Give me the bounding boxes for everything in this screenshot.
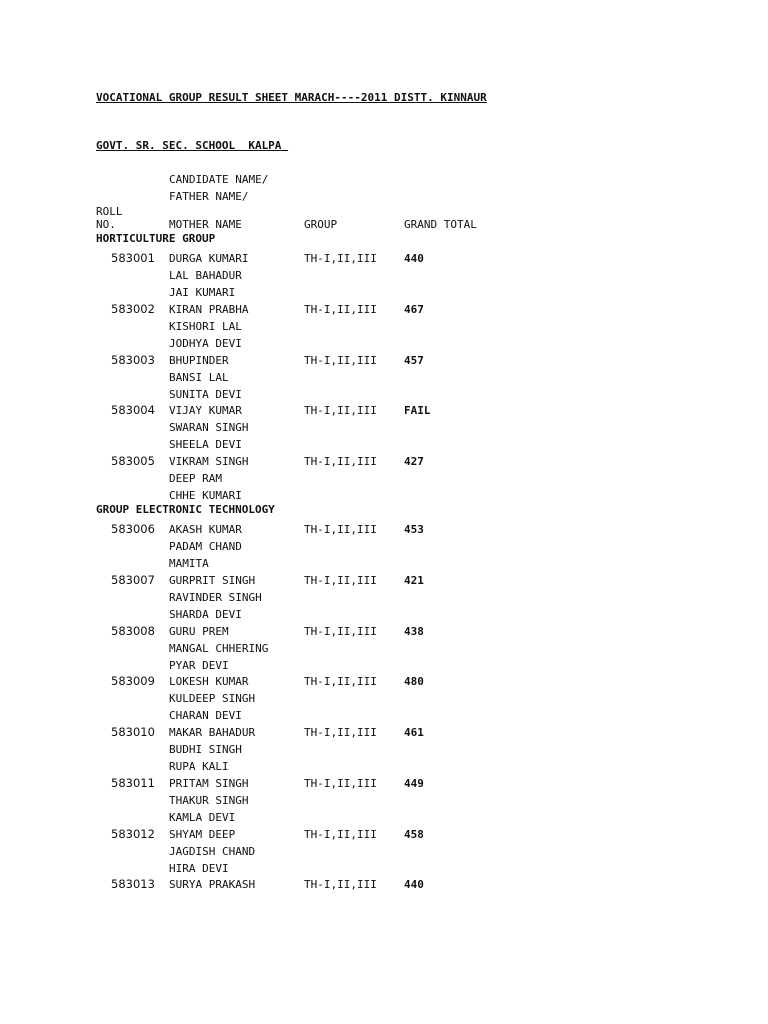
mother-name: HIRA DEVI [169, 862, 229, 875]
father-name: BANSI LAL [169, 371, 229, 384]
group-subjects: TH-I,II,III [304, 455, 377, 468]
roll-number: 583009 [111, 674, 155, 688]
group-subjects: TH-I,II,III [304, 675, 377, 688]
document-title: VOCATIONAL GROUP RESULT SHEET MARACH----2011 DISTT. KINNAUR [96, 91, 487, 104]
candidate-name: BHUPINDER [169, 354, 229, 367]
roll-number: 583007 [111, 573, 155, 587]
group-subjects: TH-I,II,III [304, 574, 377, 587]
group-subjects: TH-I,II,III [304, 303, 377, 316]
mother-name: KAMLA DEVI [169, 811, 236, 824]
grand-total: 440 [404, 878, 424, 891]
candidate-name: LOKESH KUMAR [169, 675, 249, 688]
father-name: BUDHI SINGH [169, 743, 242, 756]
mother-name: SHEELA DEVI [169, 438, 242, 451]
father-name: DEEP RAM [169, 472, 222, 485]
candidate-name: DURGA KUMARI [169, 252, 249, 265]
father-name: KISHORI LAL [169, 320, 242, 333]
father-name: PADAM CHAND [169, 540, 242, 553]
grand-total: 421 [404, 574, 424, 587]
father-name: LAL BAHADUR [169, 269, 242, 282]
candidate-name: GURU PREM [169, 625, 229, 638]
header-candidate-name: CANDIDATE NAME/ [169, 173, 269, 186]
candidate-name: SHYAM DEEP [169, 828, 236, 841]
header-mother-name: MOTHER NAME [169, 218, 242, 231]
mother-name: JODHYA DEVI [169, 337, 242, 350]
candidate-name: MAKAR BAHADUR [169, 726, 256, 739]
grand-total: 440 [404, 252, 424, 265]
grand-total: FAIL [404, 404, 431, 417]
mother-name: SHARDA DEVI [169, 608, 242, 621]
header-grand-total: GRAND TOTAL [404, 218, 477, 231]
candidate-name: GURPRIT SINGH [169, 574, 256, 587]
header-roll-no: NO. [96, 218, 116, 231]
group-subjects: TH-I,II,III [304, 726, 377, 739]
group-title: HORTICULTURE GROUP [96, 232, 216, 245]
mother-name: RUPA KALI [169, 760, 229, 773]
father-name: JAGDISH CHAND [169, 845, 256, 858]
father-name: MANGAL CHHERING [169, 642, 269, 655]
candidate-name: AKASH KUMAR [169, 523, 242, 536]
group-subjects: TH-I,II,III [304, 354, 377, 367]
group-subjects: TH-I,II,III [304, 777, 377, 790]
grand-total: 427 [404, 455, 424, 468]
mother-name: CHHE KUMARI [169, 489, 242, 502]
roll-number: 583010 [111, 725, 155, 739]
mother-name: PYAR DEVI [169, 659, 229, 672]
roll-number: 583013 [111, 877, 155, 891]
group-subjects: TH-I,II,III [304, 523, 377, 536]
group-subjects: TH-I,II,III [304, 828, 377, 841]
grand-total: 457 [404, 354, 424, 367]
header-roll: ROLL [96, 205, 123, 218]
father-name: THAKUR SINGH [169, 794, 249, 807]
group-subjects: TH-I,II,III [304, 878, 377, 891]
father-name: KULDEEP SINGH [169, 692, 256, 705]
father-name: RAVINDER SINGH [169, 591, 262, 604]
roll-number: 583003 [111, 353, 155, 367]
group-subjects: TH-I,II,III [304, 625, 377, 638]
roll-number: 583011 [111, 776, 155, 790]
grand-total: 480 [404, 675, 424, 688]
mother-name: CHARAN DEVI [169, 709, 242, 722]
grand-total: 438 [404, 625, 424, 638]
mother-name: SUNITA DEVI [169, 388, 242, 401]
group-subjects: TH-I,II,III [304, 252, 377, 265]
roll-number: 583008 [111, 624, 155, 638]
grand-total: 453 [404, 523, 424, 536]
header-group: GROUP [304, 218, 338, 231]
school-name: GOVT. SR. SEC. SCHOOL KALPA [96, 139, 289, 152]
roll-number: 583006 [111, 522, 155, 536]
roll-number: 583004 [111, 403, 155, 417]
candidate-name: PRITAM SINGH [169, 777, 249, 790]
roll-number: 583012 [111, 827, 155, 841]
group-title: GROUP ELECTRONIC TECHNOLOGY [96, 503, 275, 516]
header-father-name: FATHER NAME/ [169, 190, 249, 203]
father-name: SWARAN SINGH [169, 421, 249, 434]
candidate-name: VIJAY KUMAR [169, 404, 242, 417]
mother-name: JAI KUMARI [169, 286, 236, 299]
grand-total: 458 [404, 828, 424, 841]
grand-total: 461 [404, 726, 424, 739]
candidate-name: KIRAN PRABHA [169, 303, 249, 316]
roll-number: 583001 [111, 251, 155, 265]
roll-number: 583002 [111, 302, 155, 316]
candidate-name: SURYA PRAKASH [169, 878, 256, 891]
candidate-name: VIKRAM SINGH [169, 455, 249, 468]
grand-total: 467 [404, 303, 424, 316]
group-subjects: TH-I,II,III [304, 404, 377, 417]
roll-number: 583005 [111, 454, 155, 468]
mother-name: MAMITA [169, 557, 209, 570]
grand-total: 449 [404, 777, 424, 790]
